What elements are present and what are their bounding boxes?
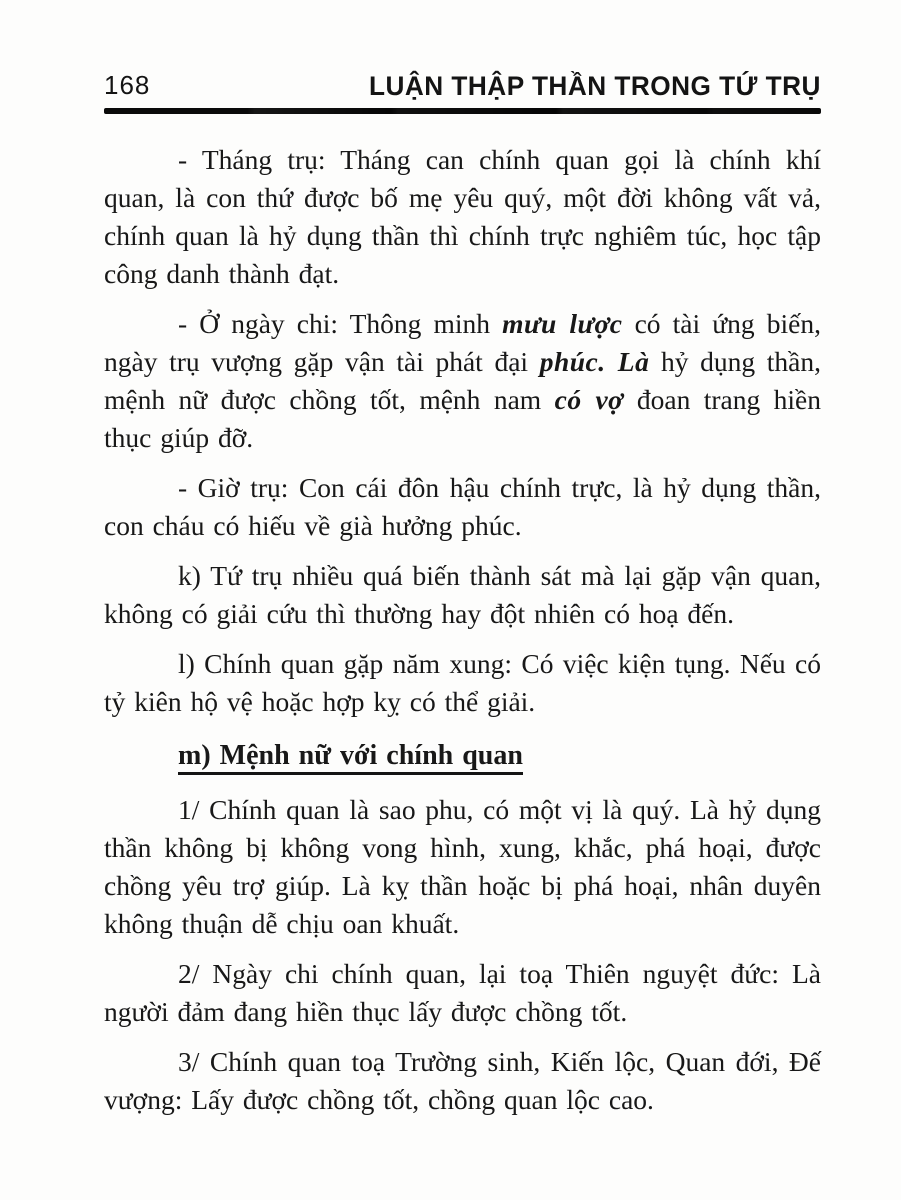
handwritten-correction: mưu lược	[502, 308, 623, 339]
paragraph-thang-tru: - Tháng trụ: Tháng can chính quan gọi là chính khí quan, là con thứ được bố mẹ yêu quý, một đời không vất vả, chính quan là hỷ dụng thần thì chính trực nghiêm túc, học tập công danh thành đạt.	[104, 144, 821, 289]
header-rule	[104, 108, 821, 114]
text-run: đoan trang hiền thục giúp đỡ.	[104, 384, 821, 453]
text-run: hỷ dụng thần, mệnh nữ được chồng tốt, mệnh nam	[104, 346, 822, 415]
paragraph-3: 3/ Chính quan toạ Trường sinh, Kiến lộc, Quan đới, Đế vượng: Lấy được chồng tốt, chồng quan lộc cao.	[104, 1046, 821, 1115]
paragraph-k: k) Tứ trụ nhiều quá biến thành sát mà lại gặp vận quan, không có giải cứu thì thường hay đột nhiên có hoạ đến.	[104, 560, 821, 629]
handwritten-correction: có vợ	[554, 384, 624, 415]
paragraph-l: l) Chính quan gặp năm xung: Có việc kiện tụng. Nếu có tỷ kiên hộ vệ hoặc hợp kỵ có thể giải.	[104, 648, 821, 717]
running-header-title: LUẬN THẬP THẦN TRONG TỨ TRỤ	[369, 71, 821, 101]
text-run: - Ở ngày chi: Thông minh	[178, 308, 503, 339]
text-run: có tài ứng biến, ngày trụ vượng gặp vận tài phát đại	[104, 308, 821, 377]
paragraph-2: 2/ Ngày chi chính quan, lại toạ Thiên nguyệt đức: Là người đảm đang hiền thục lấy được chồng tốt.	[104, 958, 821, 1027]
page-number: 168	[104, 70, 151, 100]
running-header	[104, 72, 821, 100]
paragraph-ngay-chi	[104, 305, 821, 457]
page-body	[104, 141, 821, 1119]
section-heading-m	[104, 737, 821, 775]
section-heading-text: m) Mệnh nữ với chính quan	[178, 740, 523, 775]
handwritten-correction: phúc. Là	[539, 346, 650, 377]
paragraph-1: 1/ Chính quan là sao phu, có một vị là quý. Là hỷ dụng thần không bị không vong hình, xung, khắc, phá hoại, được chồng yêu trợ giúp. Là kỵ thần hoặc bị phá hoại, nhân duyên không thuận dễ chịu oan khuất.	[104, 794, 821, 939]
paragraph-gio-tru: - Giờ trụ: Con cái đôn hậu chính trực, là hỷ dụng thần, con cháu có hiếu về già hưởng phúc.	[104, 472, 821, 541]
